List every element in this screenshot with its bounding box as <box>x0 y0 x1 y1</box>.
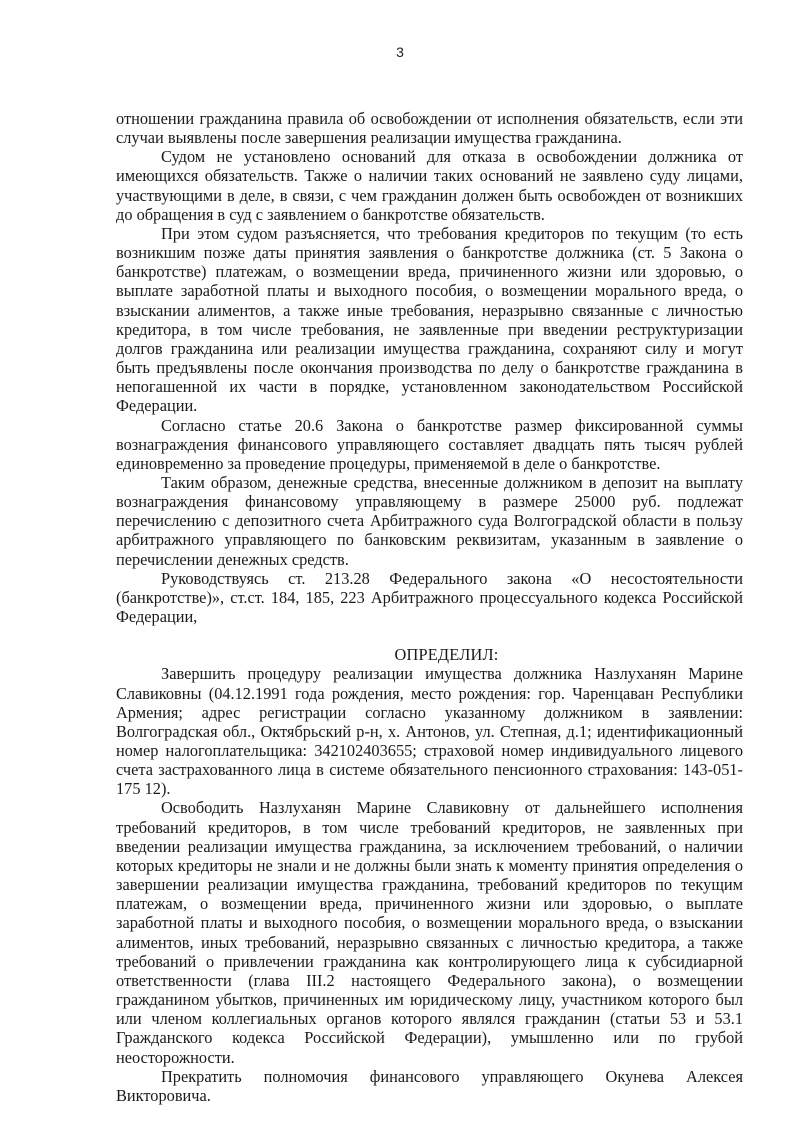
paragraph-legal-basis: Руководствуясь ст. 213.28 Федерального закона «О несостоятельности (банкротстве)», ст.ст. 184, 185, 223 Арбитражного процессуального кодекса Российской Федерации, <box>116 568 743 627</box>
paragraph-remuneration: Согласно статье 20.6 Закона о банкротстве размер фиксированной суммы вознаграждения финансового управляющего составляет двадцать пять тысяч рублей единовременно за проведение процедуры, применяемой в деле о банкротстве. <box>116 415 743 473</box>
ruling-complete-procedure: Завершить процедуру реализации имущества должника Назлуханян Марине Славиковны (04.12.1991 года рождения, место рождения: гор. Чаренцаван Республики Армения; адрес регистрации согласно указанному должником в заявлении: Волгоградская обл., Октябрьский р-н, х. Антонов, ул. Степная, д.1; идентификационный номер налогоплательщика: 342102403655; страховой номер индивидуального лицевого счета застрахованного лица в системе обязательного пенсионного страхования: 143-051-175 12). <box>116 664 743 799</box>
paragraph-continuation: отношении гражданина правила об освобождении от исполнения обязательств, если эти случаи выявлены после завершения реализации имущества гражданина. <box>116 109 743 148</box>
paragraph-clarification: При этом судом разъясняется, что требования кредиторов по текущим (то есть возникшим позже даты принятия заявления о банкротстве должника (ст. 5 Закона о банкротстве) платежам, о возмещении вреда, причиненного жизни или здоровью, о выплате заработной платы и выходного пособия, о возмещении морального вреда, о взыскании алиментов, а также иные требования, неразрывно связанные с личностью кредитора, в том числе требования, не заявленные при введении реструктуризации долгов гражданина или реализации имущества гражданина, сохраняют силу и могут быть предъявлены после окончания производства по делу о банкротстве гражданина в непогашенной их части в порядке, установленном законодательством Российской Федерации. <box>116 223 743 416</box>
document-body <box>116 109 743 1105</box>
ruling-release-debtor: Освободить Назлуханян Марине Славиковну от дальнейшего исполнения требований кредиторов, в том числе требований кредиторов, не заявленных при введении реализации имущества гражданина, за исключением требований, о наличии которых кредиторы не знали и не должны были знать к моменту принятия определения о завершении реализации имущества гражданина, требований кредиторов по текущим платежам, о возмещении вреда, причиненного жизни или здоровью, о выплате заработной платы и выходного пособия, о возмещении морального вреда, о взыскании алиментов, иных требований, неразрывно связанных с личностью кредитора, а также требований о привлечении гражданина как контролирующего лица к субсидиарной ответственности (глава III.2 настоящего Федерального закона), о возмещении гражданином убытков, причиненных им юридическому лицу, участником которого был или членом коллегиальных органов которого являлся гражданин (статьи 53 и 53.1 Гражданского кодекса Российской Федерации), умышленно или по грубой неосторожности. <box>116 798 743 1067</box>
page-number: 3 <box>396 44 404 60</box>
paragraph-deposit: Таким образом, денежные средства, внесенные должником в депозит на выплату вознаграждения финансовому управляющему в размере 25000 руб. подлежат перечислению с депозитного счета Арбитражного суда Волгоградской области в пользу арбитражного управляющего по банковским реквизитам, указанным в заявление о перечислении денежных средств. <box>116 472 743 569</box>
paragraph-no-grounds: Судом не установлено оснований для отказа в освобождении должника от имеющихся обязательств. Также о наличии таких оснований не заявлено суду лицами, участвующими в деле, в связи, с чем гражданин должен быть освобожден от возникших до обращения в суд с заявлением о банкротстве обязательств. <box>116 147 743 224</box>
ruling-terminate-powers: Прекратить полномочия финансового управляющего Окунева Алексея Викторовича. <box>116 1066 743 1105</box>
ruling-heading: ОПРЕДЕЛИЛ: <box>394 645 499 665</box>
